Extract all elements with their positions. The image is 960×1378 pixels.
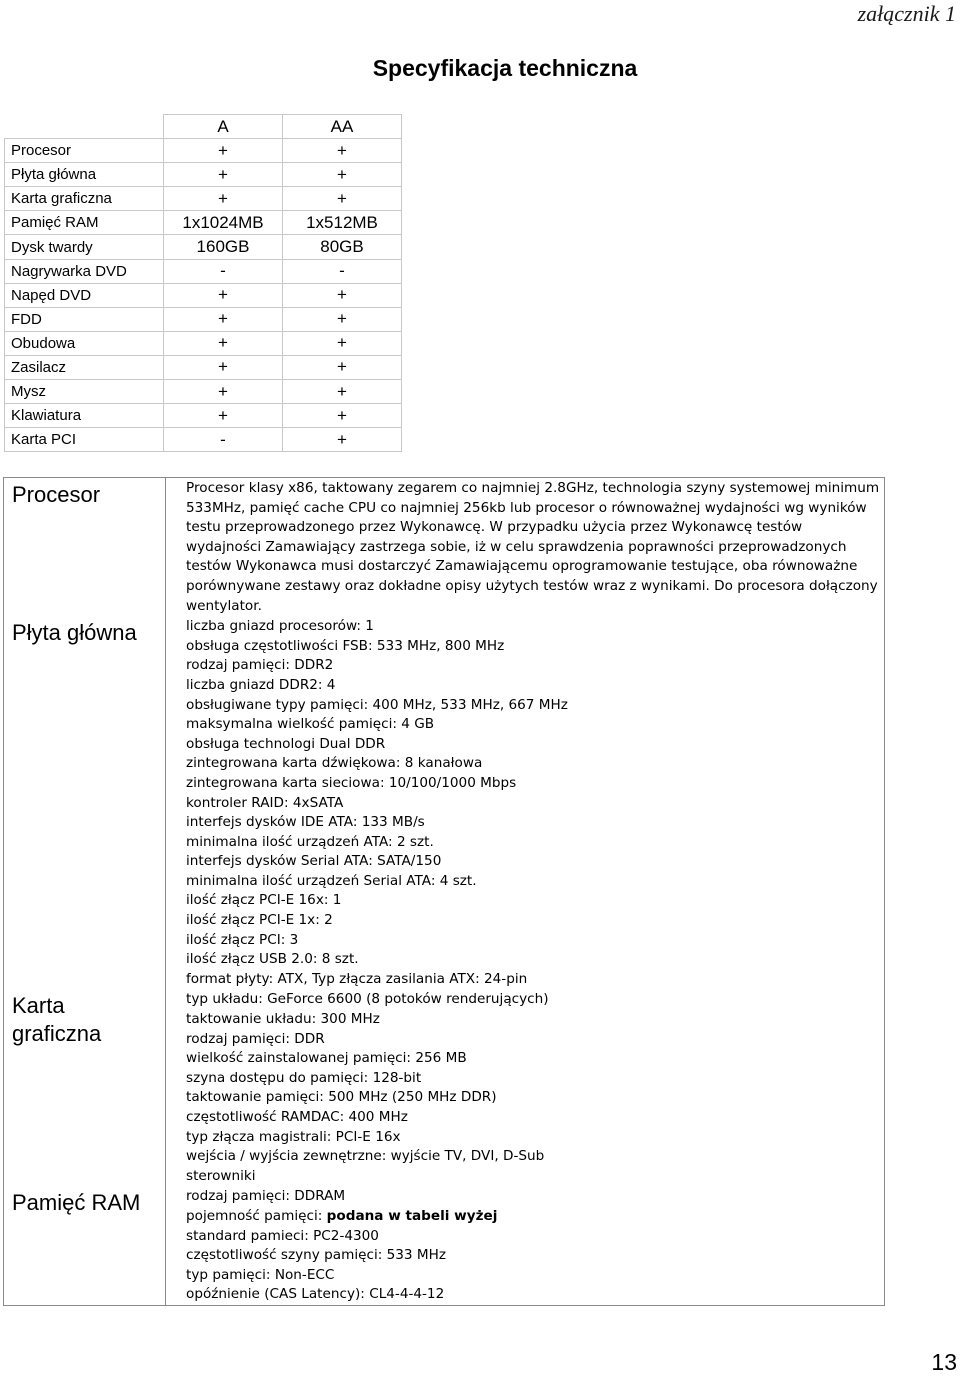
- summary-row: [5, 235, 402, 259]
- summary-value-a: +: [164, 139, 283, 163]
- summary-row-name: Płyta główna: [5, 163, 164, 187]
- plyta-spec-line: ilość złącz PCI-E 1x: 2: [186, 912, 333, 929]
- karta-spec-line: taktowanie pamięci: 500 MHz (250 MHz DDR): [186, 1089, 497, 1106]
- plyta-spec-line: maksymalna wielkość pamięci: 4 GB: [186, 716, 435, 733]
- ram-spec-line: typ pamięci: Non-ECC: [186, 1266, 335, 1283]
- summary-value-aa: -: [283, 259, 402, 283]
- plyta-spec-line: kontroler RAID: 4xSATA: [186, 794, 344, 811]
- page-number: 13: [931, 1349, 957, 1375]
- summary-row-name: FDD: [5, 307, 164, 331]
- summary-row-name: Obudowa: [5, 331, 164, 355]
- summary-value-a: +: [164, 307, 283, 331]
- page-title: Specyfikacja techniczna: [372, 55, 638, 81]
- summary-row: [5, 163, 402, 187]
- summary-row-name: Dysk twardy: [5, 235, 164, 259]
- summary-value-a: 1x1024MB: [164, 211, 283, 235]
- spec-row-procesor: [4, 478, 885, 617]
- plyta-spec-line: ilość złącz PCI-E 16x: 1: [186, 892, 342, 909]
- summary-value-a: +: [164, 283, 283, 307]
- attachment-label: załącznik 1: [857, 1, 956, 26]
- spec-table: [3, 477, 885, 1306]
- ram-line-capacity: [186, 1207, 880, 1227]
- summary-row: [5, 404, 402, 428]
- spec-desc-procesor: [166, 478, 885, 617]
- spec-row-karta: [4, 989, 885, 1186]
- plyta-spec-line: minimalna ilość urządzeń Serial ATA: 4 szt.: [186, 872, 477, 889]
- summary-row-name: Mysz: [5, 380, 164, 404]
- karta-spec-line: częstotliwość RAMDAC: 400 MHz: [186, 1109, 408, 1125]
- summary-row: [5, 187, 402, 211]
- ram-capacity-bold: podana w tabeli wyżej: [326, 1207, 498, 1224]
- summary-value-a: +: [164, 187, 283, 211]
- procesor-description: Procesor klasy x86, taktowany zegarem co najmniej 2.8GHz, technologia szyny systemowej minimum 533MHz, pamięć cache CPU co najmniej 256kb lub procesor o równoważnej wydajności wg wyników testu przeprowadzonego przez Wykonawcę. W przypadku użycia przez Wykonawcę testów wydajności Zamawiający zastrzega sobie, iż w celu sprawdzenia poprawności przeprowadzonych testów Wykonawca musi dostarczyć Zamawiającemu oprogramowanie testujące, oba równoważne porównywane zestawy oraz dokładne opisy użytych testów wraz z wynikami. Do procesora dołączony wentylator.: [186, 480, 880, 614]
- summary-value-a: +: [164, 404, 283, 428]
- summary-value-aa: +: [283, 355, 402, 379]
- summary-row-name: Karta PCI: [5, 428, 164, 452]
- summary-row: [5, 380, 402, 404]
- summary-value-aa: +: [283, 307, 402, 331]
- plyta-spec-line: obsługa technologi Dual DDR: [186, 735, 386, 752]
- summary-value-aa: +: [283, 139, 402, 163]
- column-header-a: A: [164, 115, 283, 139]
- summary-row-name: Nagrywarka DVD: [5, 259, 164, 283]
- summary-row-name: Napęd DVD: [5, 283, 164, 307]
- karta-spec-line: wejścia / wyjścia zewnętrzne: wyjście TV, DVI, D-Sub: [186, 1148, 545, 1165]
- summary-row: [5, 211, 402, 235]
- plyta-spec-line: obsługiwane typy pamięci: 400 MHz, 533 MHz, 667 MHz: [186, 696, 568, 713]
- summary-value-aa: +: [283, 187, 402, 211]
- spec-desc-ram: [166, 1186, 885, 1305]
- summary-value-aa: +: [283, 283, 402, 307]
- spec-category-ram: Pamięć RAM: [4, 1186, 166, 1305]
- summary-value-a: 160GB: [164, 235, 283, 259]
- summary-value-aa: +: [283, 404, 402, 428]
- summary-value-aa: +: [283, 428, 402, 452]
- karta-spec-line: typ złącza magistrali: PCI-E 16x: [186, 1128, 401, 1145]
- plyta-spec-line: interfejs dysków Serial ATA: SATA/150: [186, 853, 442, 870]
- spec-row-plyta: [4, 616, 885, 989]
- spec-row-ram: [4, 1186, 885, 1305]
- karta-label-line1: Karta: [12, 993, 65, 1019]
- karta-spec-line: rodzaj pamięci: DDR: [186, 1030, 325, 1047]
- plyta-spec-line: rodzaj pamięci: DDR2: [186, 657, 334, 674]
- summary-value-aa: +: [283, 331, 402, 355]
- plyta-spec-line: zintegrowana karta sieciowa: 10/100/1000 Mbps: [186, 774, 517, 791]
- summary-row-name: Pamięć RAM: [5, 211, 164, 235]
- plyta-spec-line: obsługa częstotliwości FSB: 533 MHz, 800 MHz: [186, 637, 505, 654]
- plyta-spec-line: format płyty: ATX, Typ złącza zasilania ATX: 24-pin: [186, 970, 528, 987]
- summary-value-aa: 80GB: [283, 235, 402, 259]
- summary-value-a: -: [164, 428, 283, 452]
- karta-spec-line: typ układu: GeForce 6600 (8 potoków renderujących): [186, 991, 549, 1008]
- summary-value-a: +: [164, 380, 283, 404]
- summary-row: [5, 139, 402, 163]
- plyta-spec-line: minimalna ilość urządzeń ATA: 2 szt.: [186, 833, 434, 850]
- plyta-spec-line: ilość złącz PCI: 3: [186, 931, 299, 948]
- summary-table: [4, 114, 402, 452]
- summary-row: [5, 283, 402, 307]
- summary-value-a: -: [164, 259, 283, 283]
- summary-row-name: Karta graficzna: [5, 187, 164, 211]
- ram-capacity-prefix: pojemność pamięci:: [186, 1207, 327, 1224]
- spec-desc-karta: [166, 989, 885, 1186]
- summary-value-a: +: [164, 331, 283, 355]
- plyta-spec-line: liczba gniazd procesorów: 1: [186, 618, 374, 635]
- spec-category-plyta: Płyta główna: [4, 616, 166, 989]
- plyta-spec-line: interfejs dysków IDE ATA: 133 MB/s: [186, 814, 425, 831]
- spec-desc-plyta: [166, 616, 885, 989]
- summary-row: [5, 428, 402, 452]
- summary-header-empty: [5, 115, 164, 139]
- spec-category-karta: [4, 989, 166, 1186]
- spec-category-procesor: Procesor: [4, 478, 166, 617]
- karta-spec-line: sterowniki: [186, 1167, 256, 1184]
- ram-spec-line: standard pamieci: PC2-4300: [186, 1227, 379, 1244]
- summary-value-aa: 1x512MB: [283, 211, 402, 235]
- summary-value-aa: +: [283, 163, 402, 187]
- summary-header-row: [5, 115, 402, 139]
- summary-row-name: Klawiatura: [5, 404, 164, 428]
- column-header-aa: AA: [283, 115, 402, 139]
- summary-row-name: Zasilacz: [5, 355, 164, 379]
- summary-value-a: +: [164, 355, 283, 379]
- plyta-spec-line: ilość złącz USB 2.0: 8 szt.: [186, 951, 359, 968]
- plyta-spec-line: liczba gniazd DDR2: 4: [186, 676, 336, 693]
- summary-body: [5, 139, 402, 452]
- ram-rest-lines: [186, 1227, 880, 1305]
- summary-value-aa: +: [283, 380, 402, 404]
- ram-spec-line: częstotliwość szyny pamięci: 533 MHz: [186, 1247, 446, 1264]
- ram-line: rodzaj pamięci: DDRAM: [186, 1188, 346, 1205]
- karta-spec-line: wielkość zainstalowanej pamięci: 256 MB: [186, 1050, 467, 1067]
- summary-row: [5, 331, 402, 355]
- plyta-spec-line: zintegrowana karta dźwiękowa: 8 kanałowa: [186, 755, 483, 772]
- karta-spec-line: taktowanie układu: 300 MHz: [186, 1011, 380, 1028]
- ram-spec-line: opóźnienie (CAS Latency): CL4-4-4-12: [186, 1286, 445, 1303]
- karta-spec-line: szyna dostępu do pamięci: 128-bit: [186, 1069, 422, 1086]
- summary-value-a: +: [164, 163, 283, 187]
- karta-label-line2: graficzna: [12, 1021, 102, 1047]
- summary-row: [5, 355, 402, 379]
- summary-row-name: Procesor: [5, 139, 164, 163]
- summary-row: [5, 259, 402, 283]
- summary-row: [5, 307, 402, 331]
